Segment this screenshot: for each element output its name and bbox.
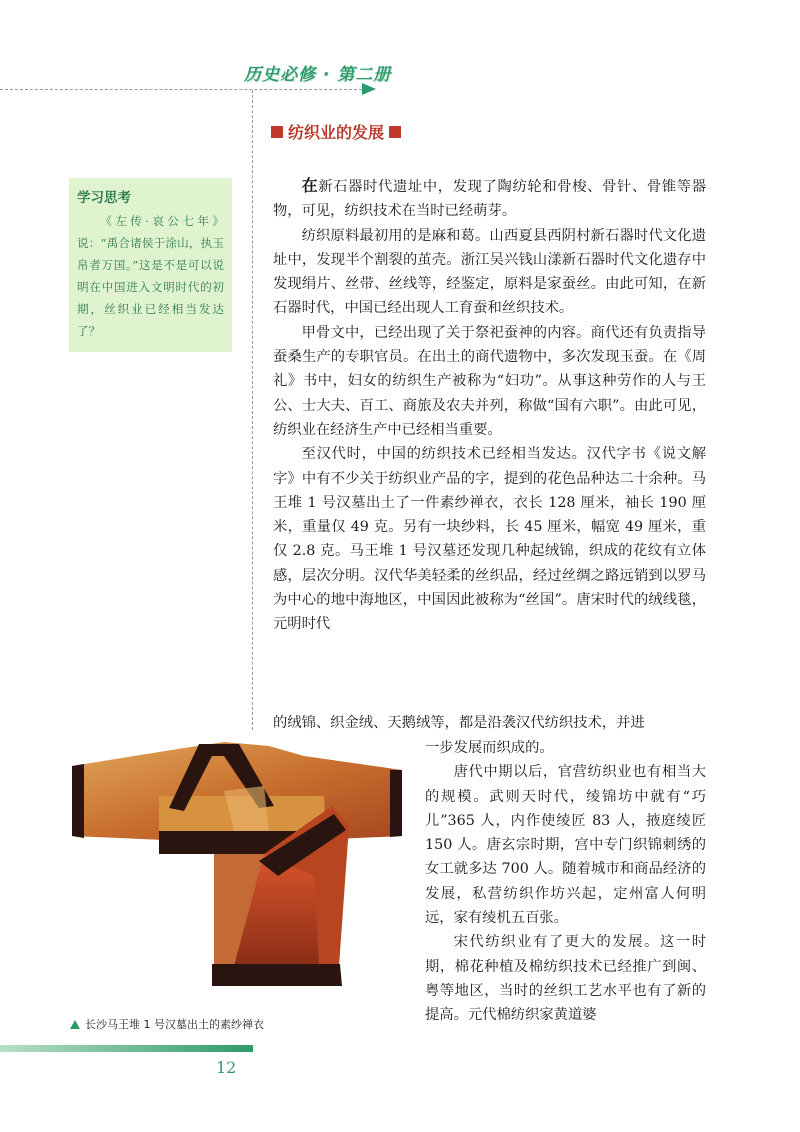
footer-green-bar	[0, 1045, 253, 1052]
main-text	[273, 174, 706, 637]
sidebar-title: 学习思考	[77, 190, 131, 206]
paragraph-line: 的绒锦、织金绒、天鹅绒等，都是沿袭汉代纺织技术，并进	[273, 715, 645, 731]
section-heading	[271, 120, 401, 143]
paragraph: 唐代中期以后，官营纺织业也有相当大的规模。武则天时代，绫锦坊中就有“巧儿”365 人，内作使绫匠 83 人，掖庭绫匠 150 人。唐玄宗时期，宫中专门织锦刺绣的女工就多达 700 人。随着城市和商品经济的发展，私营纺织作坊兴起，定州富人何明远，家有绫机五百张。	[425, 764, 706, 927]
page-number: 12	[216, 1058, 237, 1077]
square-bullet-icon	[271, 126, 283, 138]
caption-text: 长沙马王堆 1 号汉墓出土的素纱禅衣	[85, 1018, 264, 1031]
paragraph-text: 新石器时代遗址中，发现了陶纺轮和骨梭、骨针、骨锥等器物，可见，纺织技术在当时已经萌芽。	[273, 179, 706, 220]
paragraph-continuation: 一步发展而织成的。	[425, 740, 554, 756]
sidebar-text: 《左传·哀公七年》说：“禹合诸侯于涂山，执玉帛者万国。”这是不是可以说明在中国进入文明时代的初期，丝织业已经相当发达了？	[77, 214, 224, 338]
arrow-icon	[362, 83, 376, 95]
margin-dashed-rule	[252, 90, 253, 730]
book-title: 历史必修 · 第二册	[244, 65, 392, 85]
paragraph	[273, 174, 706, 224]
section-heading-text: 纺织业的发展	[288, 123, 385, 142]
robe-photo	[64, 736, 410, 1006]
lead-character: 在	[301, 176, 319, 195]
figure-caption	[70, 1016, 264, 1032]
paragraph: 宋代纺织业有了更大的发展。这一时期，棉花种植及棉纺织技术已经推广到闽、粤等地区，当时的丝织工艺水平也有了新的提高。元代棉纺织家黄道婆	[425, 934, 706, 1024]
paragraph: 纺织原料最初用的是麻和葛。山西夏县西阴村新石器时代文化遗址中，发现半个割裂的茧壳。浙江吴兴钱山漾新石器时代文化遗存中发现绢片、丝带、丝线等，经鉴定，原料是家蚕丝。由此可知，在新石器时代，中国已经出现人工育蚕和丝织技术。	[273, 227, 706, 317]
paragraph: 甲骨文中，已经出现了关于祭祀蚕神的内容。商代还有负责指导蚕桑生产的专职官员。在出土的商代遗物中，多次发现玉蚕。在《周礼》书中，妇女的纺织生产被称为“妇功”。从事这种劳作的人与王公、士大夫、百工、商旅及农夫并列，称做“国有六职”。由此可见，纺织业在经济生产中已经相当重要。	[273, 324, 706, 438]
triangle-marker-icon	[70, 1020, 80, 1029]
square-bullet-icon	[389, 126, 401, 138]
paragraph: 至汉代时，中国的纺织技术已经相当发达。汉代字书《说文解字》中有不少关于纺织业产品的字，提到的花色品种达二十余种。马王堆 1 号汉墓出土了一件素纱禅衣，衣长 128 厘米，袖长 190 厘米，重量仅 49 克。另有一块纱料，长 45 厘米，幅宽 49 厘米，重仅 2.8 克。马王堆 1 号汉墓还发现几种起绒锦，织成的花纹有立体感，层次分明。汉代华美轻柔的丝织品，经过丝绸之路远销到以罗马为中心的地中海地区，中国因此被称为“丝国”。唐宋时代的绒线毯，元明时代	[273, 446, 706, 633]
header-dashed-rule	[0, 89, 372, 90]
wrapped-text	[425, 736, 706, 1028]
study-think-box	[69, 178, 232, 352]
